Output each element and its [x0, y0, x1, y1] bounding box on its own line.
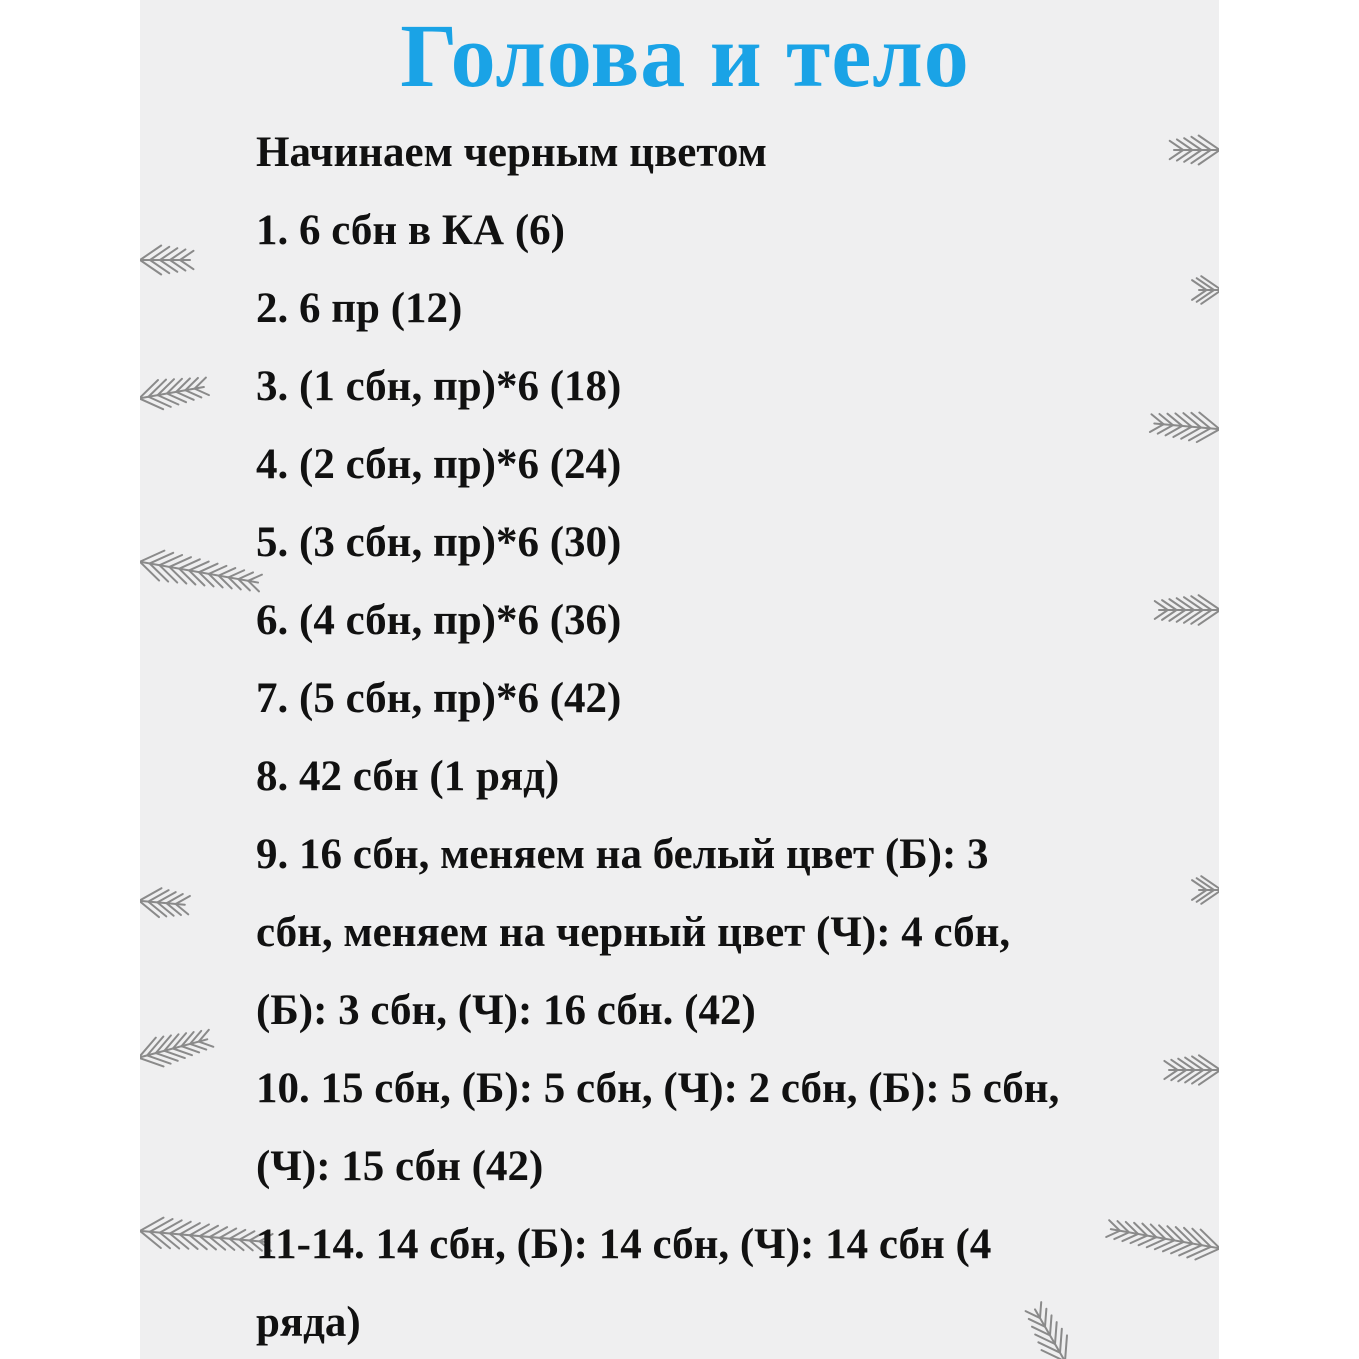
- fir-needle: [1185, 1070, 1203, 1082]
- fir-needle: [1171, 1244, 1193, 1254]
- pattern-row: (Ч): 15 сбн (42): [256, 1143, 544, 1190]
- pattern-row: 4. (2 сбн, пр)*6 (24): [256, 441, 622, 488]
- pattern-row: 11-14. 14 сбн, (Б): 14 сбн, (Ч): 14 сбн (4: [256, 1221, 992, 1268]
- fir-needle: [150, 553, 174, 564]
- fir-needle: [1177, 598, 1194, 610]
- fir-needle: [1179, 1245, 1202, 1255]
- fir-needle: [1171, 1070, 1186, 1080]
- pattern-row: (Б): 3 сбн, (Ч): 16 сбн. (42): [256, 987, 756, 1034]
- pattern-row: 5. (3 сбн, пр)*6 (30): [256, 519, 622, 566]
- fir-needle: [140, 260, 161, 274]
- fir-needle: [1178, 1070, 1195, 1081]
- fir-needle: [1192, 290, 1206, 300]
- fir-needle: [199, 1042, 214, 1047]
- fir-needle: [140, 551, 164, 562]
- pattern-row: 3. (1 сбн, пр)*6 (18): [256, 363, 622, 410]
- fir-needle: [160, 260, 177, 272]
- page-title: Голова и тело: [400, 7, 970, 106]
- pattern-row: ряда): [256, 1299, 361, 1346]
- fir-needle: [140, 1231, 161, 1248]
- fir-needle: [150, 247, 169, 260]
- fir-needle: [1177, 610, 1194, 622]
- fir-needle: [238, 572, 253, 579]
- pattern-row: сбн, меняем на черный цвет (Ч): 4 сбн,: [256, 909, 1011, 956]
- fir-needle: [1192, 880, 1206, 890]
- fir-needle: [1197, 429, 1219, 442]
- intro-line: Начинаем черным цветом: [256, 129, 767, 176]
- fir-needle: [1191, 150, 1210, 163]
- fir-needle: [1169, 599, 1185, 610]
- fir-needle: [1181, 428, 1201, 439]
- fir-needle: [140, 246, 161, 260]
- pattern-row: 8. 42 сбн (1 ряд): [256, 753, 560, 800]
- pattern-row: 10. 15 сбн, (Б): 5 сбн, (Ч): 2 сбн, (Б): 5 сбн,: [256, 1065, 1060, 1112]
- fir-needle: [1184, 597, 1203, 610]
- pattern-row: 9. 16 сбн, меняем на белый цвет (Б): 3: [256, 831, 989, 878]
- fir-needle: [1169, 610, 1185, 621]
- fir-needle: [190, 1044, 206, 1050]
- fir-needle: [1184, 150, 1201, 162]
- fir-needle: [160, 248, 177, 260]
- fir-needle: [150, 260, 169, 273]
- fir-needle: [1178, 1059, 1195, 1070]
- pattern-text: [256, 114, 1136, 1359]
- fir-needle: [140, 398, 163, 409]
- pattern-card: [140, 0, 1219, 1359]
- fir-needle: [140, 1218, 163, 1231]
- pattern-row: 7. (5 сбн, пр)*6 (42): [256, 675, 622, 722]
- fir-needle: [180, 1223, 200, 1234]
- fir-needle: [228, 570, 244, 577]
- fir-needle: [1192, 890, 1206, 900]
- fir-needle: [1187, 1247, 1211, 1258]
- fir-needle: [1171, 1060, 1186, 1070]
- fir-needle: [148, 890, 168, 901]
- fir-needle: [157, 892, 175, 902]
- fir-needle: [150, 1219, 173, 1232]
- fir-needle: [1195, 1248, 1219, 1259]
- fir-needle: [195, 389, 209, 396]
- fir-needle: [148, 397, 170, 407]
- fir-needle: [1192, 280, 1206, 290]
- pattern-row: 2. 6 пр (12): [256, 285, 463, 332]
- fir-needle: [1184, 610, 1203, 623]
- pattern-row: 6. (4 сбн, пр)*6 (36): [256, 597, 622, 644]
- fir-needle: [170, 1222, 191, 1234]
- fir-needle: [1185, 1058, 1203, 1070]
- fir-needle: [160, 1220, 182, 1232]
- fir-needle: [140, 888, 161, 901]
- fir-needle: [1189, 428, 1210, 440]
- pattern-row: 1. 6 сбн в КА (6): [256, 207, 565, 254]
- fir-needle: [1184, 138, 1201, 150]
- fir-needle: [1191, 137, 1210, 150]
